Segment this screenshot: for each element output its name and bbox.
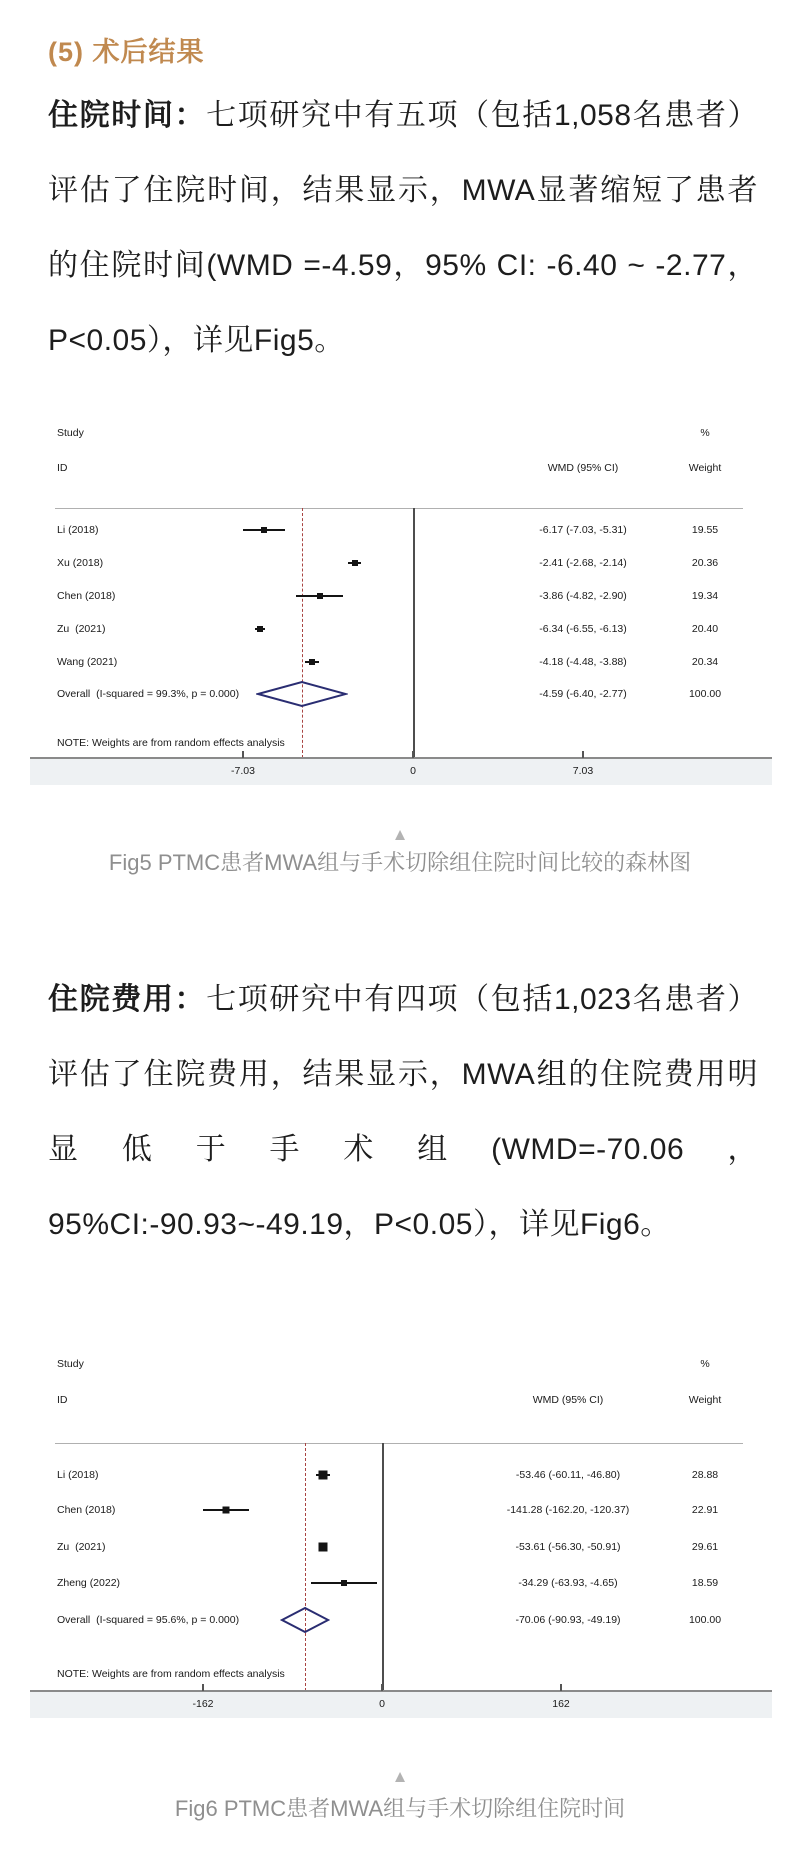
- zero-line: [382, 1443, 384, 1691]
- axis-tick: [381, 1684, 383, 1691]
- overall-weight-value: 100.00: [688, 688, 722, 700]
- wmd-value: -4.18 (-4.48, -3.88): [539, 656, 627, 668]
- header-rule: [55, 1443, 743, 1444]
- axis-tick: [202, 1684, 204, 1691]
- weight-value: 20.40: [691, 623, 719, 635]
- paragraph-lead: 住院时间：: [48, 99, 207, 132]
- effect-square: [318, 1543, 327, 1552]
- paragraph-lead: 住院费用：: [48, 983, 207, 1016]
- axis-tick-label: -162: [192, 1698, 214, 1710]
- study-label: Chen (2018): [57, 590, 116, 602]
- effect-square: [352, 560, 358, 566]
- paragraph-hospital-stay: [48, 78, 758, 378]
- study-label: Zu (2021): [57, 1541, 106, 1553]
- effect-square: [309, 659, 315, 665]
- wmd-value: -3.86 (-4.82, -2.90): [539, 590, 627, 602]
- effect-square: [257, 626, 263, 632]
- weight-value: 28.88: [691, 1469, 719, 1481]
- study-label: Chen (2018): [57, 1504, 116, 1516]
- weight-value: 20.36: [691, 557, 719, 569]
- overall-wmd-value: -70.06 (-90.93, -49.19): [515, 1614, 621, 1626]
- paragraph-body: 七项研究中有四项（包括1,023名患者）评估了住院费用，结果显示，MWA组的住院费用明显低于手术组(WMD=-70.06，95%CI:-90.93~-49.19，P<0.05），详见Fig6。: [48, 983, 758, 1241]
- overall-label: Overall (I-squared = 99.3%, p = 0.000): [57, 688, 240, 700]
- effect-square: [318, 1471, 327, 1480]
- overall-weight-value: 100.00: [688, 1614, 722, 1626]
- wmd-value: -53.46 (-60.11, -46.80): [515, 1469, 621, 1481]
- col-header-percent: %: [700, 1358, 710, 1370]
- col-header-wmd: WMD (95% CI): [547, 462, 619, 474]
- col-header-wmd: WMD (95% CI): [532, 1394, 604, 1406]
- random-effects-note: NOTE: Weights are from random effects analysis: [57, 737, 285, 749]
- fig6-forest-plot: [0, 1340, 800, 1726]
- weight-value: 19.34: [691, 590, 719, 602]
- study-label: Zheng (2022): [57, 1577, 121, 1589]
- overall-diamond: [280, 1606, 330, 1634]
- weight-value: 29.61: [691, 1541, 719, 1553]
- col-header-percent: %: [700, 427, 710, 439]
- col-header-id: ID: [57, 462, 68, 474]
- effect-square: [222, 1507, 229, 1514]
- effect-square: [341, 1580, 347, 1586]
- fig5-caption: Fig5 PTMC患者MWA组与手术切除组住院时间比较的森林图: [108, 850, 692, 875]
- wmd-value: -141.28 (-162.20, -120.37): [506, 1504, 630, 1516]
- col-header-study: Study: [57, 1358, 84, 1370]
- collapse-triangle-icon: ▲: [391, 1767, 409, 1786]
- effect-square: [317, 593, 323, 599]
- study-label: Zu (2021): [57, 623, 106, 635]
- col-header-weight: Weight: [688, 462, 722, 474]
- paragraph-hospital-cost: [48, 962, 758, 1262]
- study-label: Wang (2021): [57, 656, 118, 668]
- overall-label: Overall (I-squared = 95.6%, p = 0.000): [57, 1614, 240, 1626]
- wmd-value: -6.17 (-7.03, -5.31): [539, 524, 627, 536]
- study-label: Xu (2018): [57, 557, 104, 569]
- col-header-study: Study: [57, 427, 84, 439]
- random-effects-note: NOTE: Weights are from random effects analysis: [57, 1668, 285, 1680]
- zero-line: [413, 508, 415, 758]
- section-heading: (5) 术后结果: [48, 37, 205, 67]
- effect-square: [261, 527, 267, 533]
- paragraph-body: 七项研究中有五项（包括1,058名患者）评估了住院时间，结果显示，MWA显著缩短了患者的住院时间(WMD =-4.59，95% CI: -6.40 ~ -2.77，P<0.05），详见Fig5。: [48, 99, 758, 357]
- axis-tick-label: -7.03: [231, 765, 255, 777]
- fig6-caption: Fig6 PTMC患者MWA组与手术切除组住院时间: [174, 1796, 626, 1821]
- col-header-weight: Weight: [688, 1394, 722, 1406]
- header-rule: [55, 508, 743, 509]
- axis-tick: [560, 1684, 562, 1691]
- axis-tick-label: 0: [379, 1698, 385, 1710]
- wmd-value: -2.41 (-2.68, -2.14): [539, 557, 627, 569]
- wmd-value: -34.29 (-63.93, -4.65): [518, 1577, 618, 1589]
- axis-tick-label: 162: [552, 1698, 570, 1710]
- collapse-triangle-icon: ▲: [391, 825, 409, 844]
- overall-diamond: [256, 680, 348, 708]
- wmd-value: -53.61 (-56.30, -50.91): [515, 1541, 621, 1553]
- weight-value: 20.34: [691, 656, 719, 668]
- overall-wmd-value: -4.59 (-6.40, -2.77): [539, 688, 627, 700]
- axis-tick: [582, 751, 584, 758]
- overall-dashed-line: [305, 1443, 306, 1691]
- weight-value: 18.59: [691, 1577, 719, 1589]
- col-header-id: ID: [57, 1394, 68, 1406]
- study-label: Li (2018): [57, 1469, 99, 1481]
- axis-tick: [412, 751, 414, 758]
- weight-value: 22.91: [691, 1504, 719, 1516]
- fig5-forest-plot: [0, 400, 800, 792]
- wmd-value: -6.34 (-6.55, -6.13): [539, 623, 627, 635]
- axis-tick-label: 7.03: [572, 765, 594, 777]
- weight-value: 19.55: [691, 524, 719, 536]
- study-label: Li (2018): [57, 524, 99, 536]
- axis-background-strip: [30, 759, 772, 785]
- axis-tick: [242, 751, 244, 758]
- axis-tick-label: 0: [410, 765, 416, 777]
- axis-background-strip: [30, 1692, 772, 1718]
- overall-dashed-line: [302, 508, 303, 758]
